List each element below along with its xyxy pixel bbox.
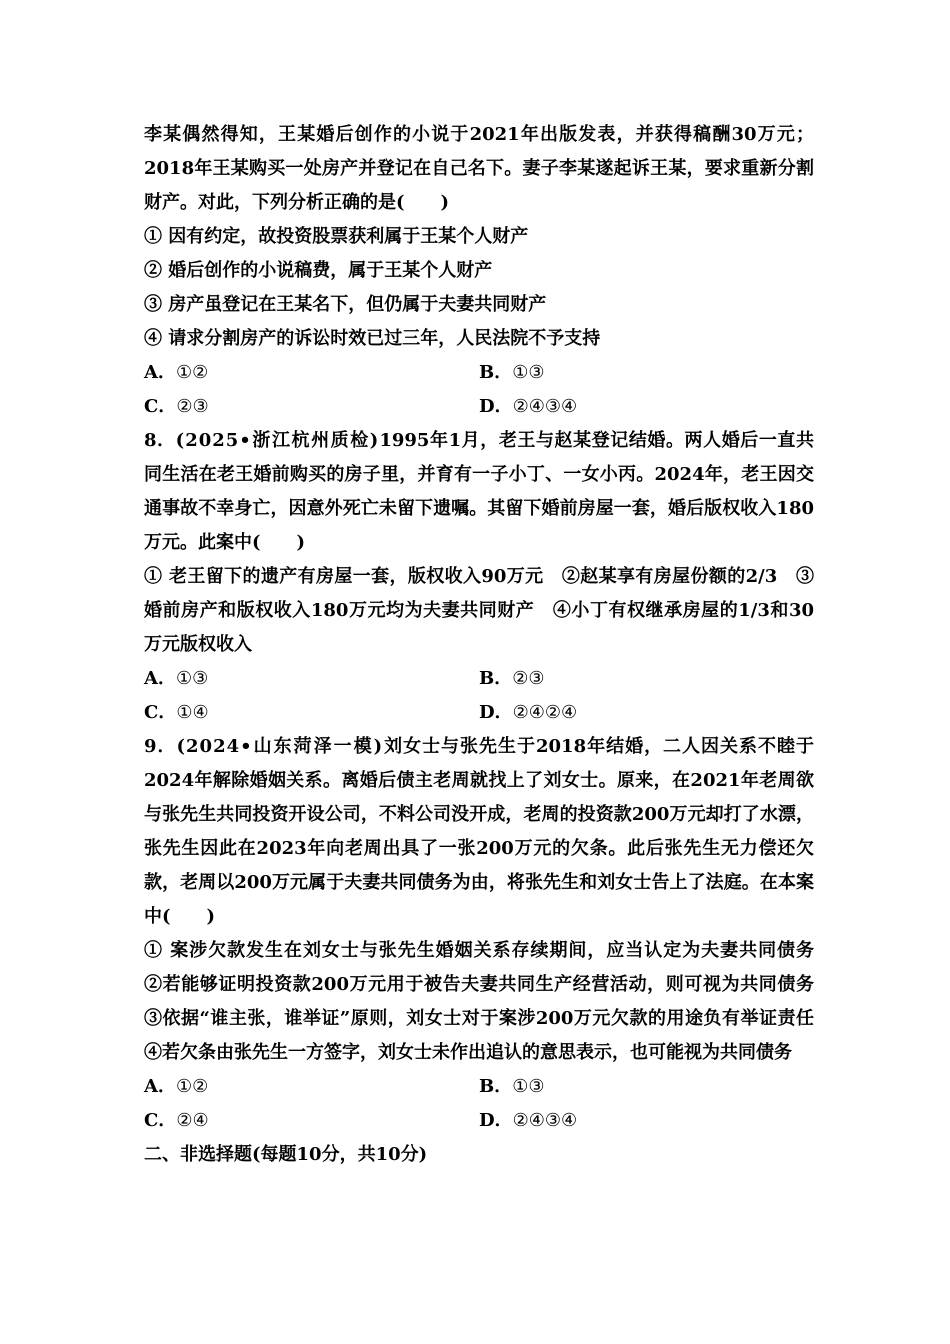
q7-statement-3: ③ 房产虽登记在王某名下，但仍属于夫妻共同财产 [144,294,547,315]
q8-option-c[interactable] [144,696,479,730]
q8-stem [144,424,814,560]
option-value: ②④②④ [512,702,578,723]
q9-source: (2024•山东菏泽一模) [176,736,384,757]
option-value: ②③ [512,668,545,689]
q9-number: 9． [144,736,177,757]
section-title: 二、非选择题(每题10分，共10分) [144,1144,428,1165]
option-value: ②④③④ [512,396,578,417]
q7-option-c[interactable] [144,390,479,424]
q8-number: 8． [144,430,176,451]
option-key: C． [144,1110,177,1131]
q9-option-b[interactable] [479,1070,814,1104]
q9-options-row-1 [144,1070,814,1104]
q8-stem-text: 1995年1月，老王与赵某登记结婚。两人婚后一直共同生活在老王婚前购买的房子里，并育有一子小丁、一女小丙。2024年，老王因交通事故不幸身亡，因意外死亡未留下遗嘱。其留下婚前房屋一套，婚后版权收入180万元。此案中( ) [144,430,814,553]
q8-source: (2025•浙江杭州质检) [175,430,380,451]
q7-statement-2: ② 婚后创作的小说稿费，属于王某个人财产 [144,260,493,281]
option-value: ②③ [176,396,209,417]
q8-option-a[interactable] [144,662,479,696]
option-value: ②④ [176,1110,209,1131]
q7-option-b[interactable] [479,356,814,390]
option-key: A． [144,668,176,689]
q8-options-row-2 [144,696,814,730]
q9-stem-text: 刘女士与张先生于2018年结婚，二人因关系不睦于2024年解除婚姻关系。离婚后债主老周就找上了刘女士。原来，在2021年老周欲与张先生共同投资开设公司，不料公司没开成，老周的投资款200万元却打了水漂，张先生因此在2023年向老周出具了一张200万元的欠条。此后张先生无力偿还欠款，老周以200万元属于夫妻共同债务为由，将张先生和刘女士告上了法庭。在本案中( ) [144,736,814,927]
q7-options-row-1 [144,356,814,390]
q9-statements: ① 案涉欠款发生在刘女士与张先生婚姻关系存续期间，应当认定为夫妻共同债务 ②若能够证明投资款200万元用于被告夫妻共同生产经营活动，则可视为共同债务 ③依据“谁主张，谁举证”原则，刘女士对于案涉200万元欠款的用途负有举证责任 ④若欠条由张先生一方签字，刘女士未作出追认的意思表示，也可能视为共同债务 [144,940,832,1063]
q9-stem [144,730,814,934]
option-key: B． [479,668,513,689]
q9-options-row-2 [144,1104,814,1138]
option-value: ①② [175,362,209,383]
option-value: ②④③④ [512,1110,578,1131]
option-key: D． [479,1110,513,1131]
q8-statements: ① 老王留下的遗产有房屋一套，版权收入90万元 ②赵某享有房屋份额的2/3 ③婚前房产和版权收入180万元均为夫妻共同财产 ④小丁有权继承房屋的1/3和30万元版权收入 [144,566,814,655]
q9-option-c[interactable] [144,1104,479,1138]
option-key: A． [144,362,176,383]
question-content [144,118,832,1172]
q7-options-row-2 [144,390,814,424]
option-key: D． [479,396,513,417]
option-key: D． [479,702,513,723]
q7-option-a[interactable] [144,356,479,390]
q7-statement-1: ① 因有约定，故投资股票获利属于王某个人财产 [144,226,529,247]
q7-option-d[interactable] [479,390,814,424]
q7-statement-4: ④ 请求分割房产的诉讼时效已过三年，人民法院不予支持 [144,328,601,349]
option-key: C． [144,702,177,723]
option-value: ①③ [175,668,209,689]
option-value: ①④ [176,702,209,723]
option-value: ①③ [512,1076,545,1097]
option-key: B． [479,1076,513,1097]
q9-option-a[interactable] [144,1070,479,1104]
q8-option-d[interactable] [479,696,814,730]
option-key: B． [479,362,513,383]
option-key: A． [144,1076,176,1097]
q8-option-b[interactable] [479,662,814,696]
option-value: ①② [175,1076,209,1097]
q7-stem: 李某偶然得知，王某婚后创作的小说于2021年出版发表，并获得稿酬30万元；2018年王某购买一处房产并登记在自己名下。妻子李某遂起诉王某，要求重新分割财产。对此，下列分析正确的是( ) [144,124,814,213]
option-value: ①③ [512,362,545,383]
option-key: C． [144,396,177,417]
q9-option-d[interactable] [479,1104,814,1138]
q8-options-row-1 [144,662,814,696]
